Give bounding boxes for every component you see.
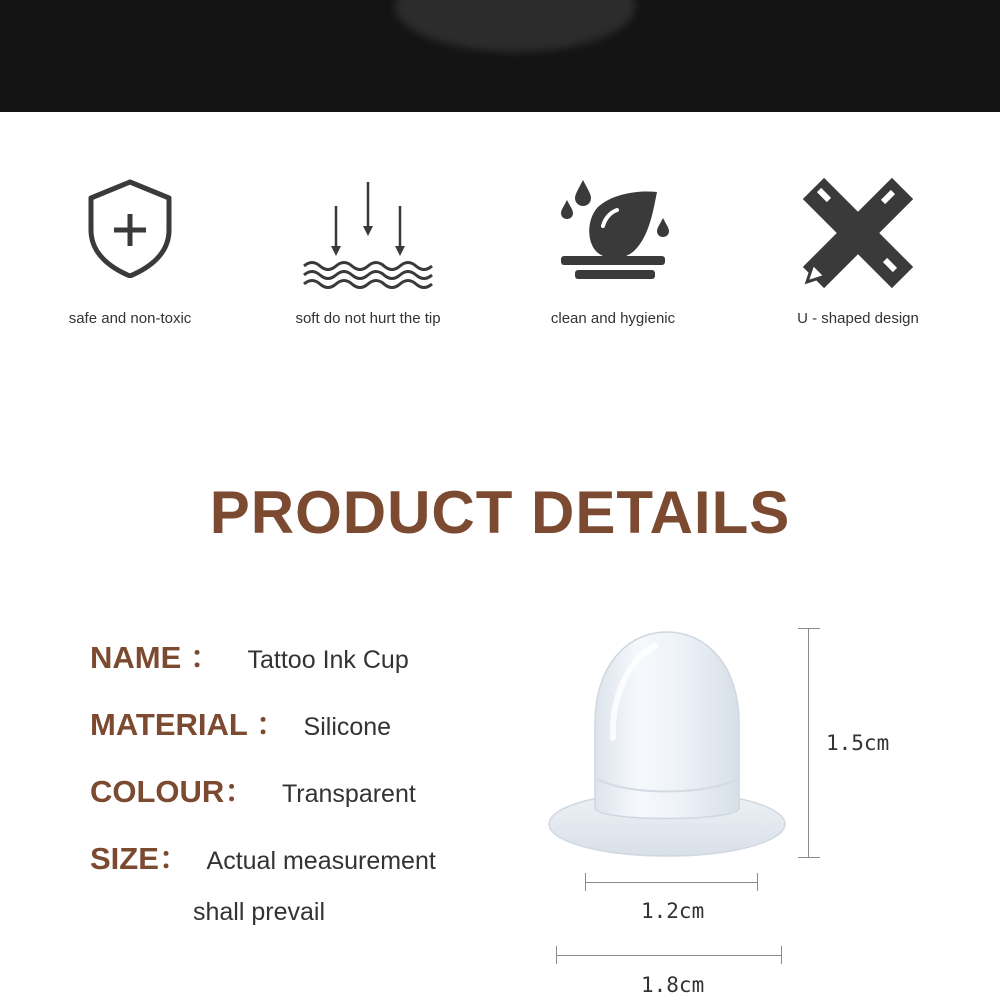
spec-key: NAME ： — [90, 640, 221, 675]
spec-row-material — [90, 699, 391, 744]
spec-row-name — [90, 632, 409, 677]
feature-label: clean and hygienic — [550, 310, 676, 327]
top-product-banner — [0, 0, 1000, 112]
spec-continuation: shall prevail — [193, 898, 326, 926]
spec-row-size — [90, 833, 436, 878]
feature-label: U - shaped design — [797, 310, 919, 327]
shield-plus-icon — [20, 178, 240, 288]
banner-product-shadow — [395, 0, 635, 52]
feature-clean — [503, 178, 723, 327]
spec-value: Transparent — [281, 780, 416, 808]
base-width-dimension-cap-left — [556, 946, 557, 964]
drops-icon — [503, 178, 723, 288]
ink-cup-image — [545, 628, 790, 863]
base-width-dimension-cap-right — [781, 946, 782, 964]
spec-row-colour — [90, 766, 416, 811]
height-dimension-cap-top — [798, 628, 820, 629]
height-dimension-line — [808, 628, 809, 857]
spec-key: MATERIAL ： — [90, 707, 287, 742]
feature-u-shaped — [748, 178, 968, 327]
base-width-dimension-label: 1.8cm — [641, 973, 705, 997]
feature-soft — [258, 178, 478, 327]
spec-value: Silicone — [303, 713, 392, 741]
spec-key: SIZE： — [90, 841, 190, 876]
height-dimension-cap-bottom — [798, 857, 820, 858]
ruler-pencil-icon — [748, 178, 968, 288]
height-dimension-label: 1.5cm — [826, 731, 890, 755]
base-width-dimension-line — [556, 955, 782, 956]
top-width-dimension-cap-left — [585, 873, 586, 891]
feature-label: safe and non-toxic — [68, 310, 192, 327]
spec-key: COLOUR： — [90, 774, 256, 809]
feature-safe — [20, 178, 240, 327]
top-width-dimension-label: 1.2cm — [641, 899, 705, 923]
top-width-dimension-line — [585, 882, 758, 883]
top-width-dimension-cap-right — [757, 873, 758, 891]
feature-label: soft do not hurt the tip — [295, 310, 441, 327]
arrows-waves-icon — [258, 180, 478, 290]
spec-value: Actual measurement — [206, 847, 436, 875]
section-title: PRODUCT DETAILS — [209, 479, 791, 546]
spec-value: Tattoo Ink Cup — [247, 646, 409, 674]
